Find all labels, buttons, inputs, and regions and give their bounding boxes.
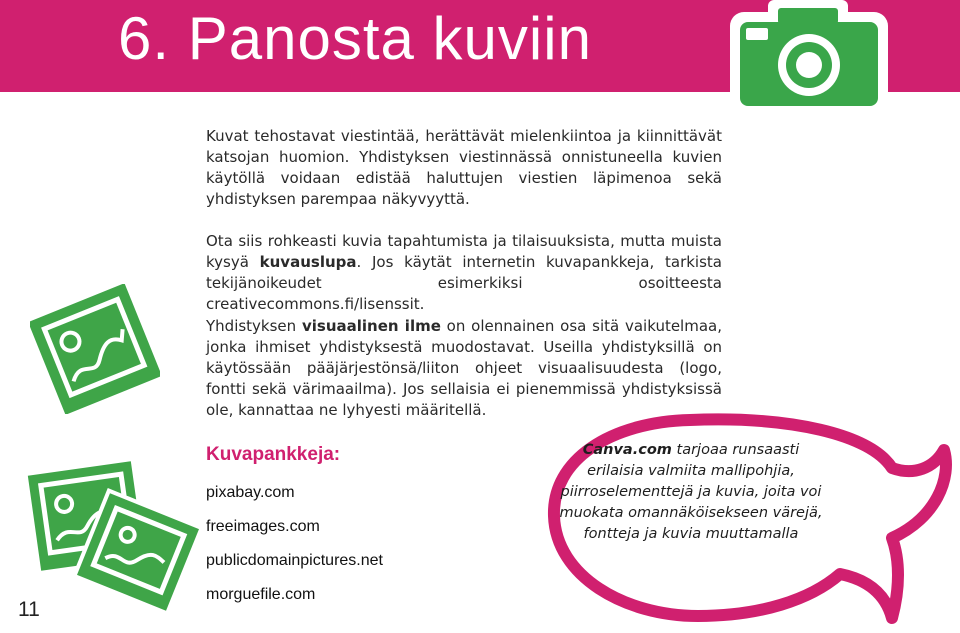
visual-text-end: on olennainen osa sitä vaikutelmaa, jonka ihmiset yhdistyksestä muodostavat. Useilla yhdistyksillä on käytössään pääjärjestönsä/liiton ohjeet visuaalisuudesta (logo, fontti sekä värimaailma). Jos sellaisia ei pienemmissä yhdistyksissä ole, kannattaa ne lyhyesti määritellä. bbox=[206, 317, 722, 419]
link-publicdomainpictures[interactable]: publicdomainpictures.net bbox=[206, 552, 383, 569]
visual-text-start: Yhdistyksen bbox=[206, 317, 302, 335]
page-title: 6. Panosta kuviin bbox=[118, 5, 592, 72]
permission-text-start: Ota siis rohkeasti kuvia tapahtumista ja tilaisuuksista, mutta muista kysyä bbox=[206, 232, 722, 271]
link-freeimages[interactable]: freeimages.com bbox=[206, 518, 320, 535]
intro-paragraph: Kuvat tehostavat viestintää, herättävät mielenkiintoa ja kiinnittävät katsojan huomion. Yhdistyksen viestinnässä onnistuneella kuvien käytöllä voidaan edistää haluttujen viestien läpimenoa sekä yhdistyksen parempaa näkyvyyttä. bbox=[206, 127, 722, 208]
link-morguefile[interactable]: morguefile.com bbox=[206, 586, 316, 603]
image-banks-heading: Kuvapankkeja: bbox=[206, 444, 341, 465]
canva-name: Canva.com bbox=[582, 442, 672, 458]
permission-paragraph bbox=[206, 231, 722, 315]
page-number: 11 bbox=[18, 598, 40, 621]
visual-identity-paragraph bbox=[206, 316, 722, 421]
photo-icon bbox=[74, 488, 202, 616]
visual-keyword: visuaalinen ilme bbox=[301, 317, 441, 335]
bubble-body: tarjoaa runsaasti erilaisia valmiita mallipohjia, piirroselementtejä ja kuvia, joita voi muokata omannäköisekseen värejä, fontteja ja kuvia muuttamalla bbox=[559, 442, 823, 542]
camera-icon bbox=[728, 0, 890, 116]
permission-text-end: . Jos käytät internetin kuvapankkeja, tarkista tekijänoikeudet esimerkiksi osoitteesta creativecommons.fi/lisenssit. bbox=[206, 253, 722, 313]
link-pixabay[interactable]: pixabay.com bbox=[206, 484, 295, 501]
permission-keyword: kuvauslupa bbox=[259, 253, 357, 271]
photo-icon bbox=[30, 284, 160, 414]
bubble-text bbox=[556, 440, 826, 545]
